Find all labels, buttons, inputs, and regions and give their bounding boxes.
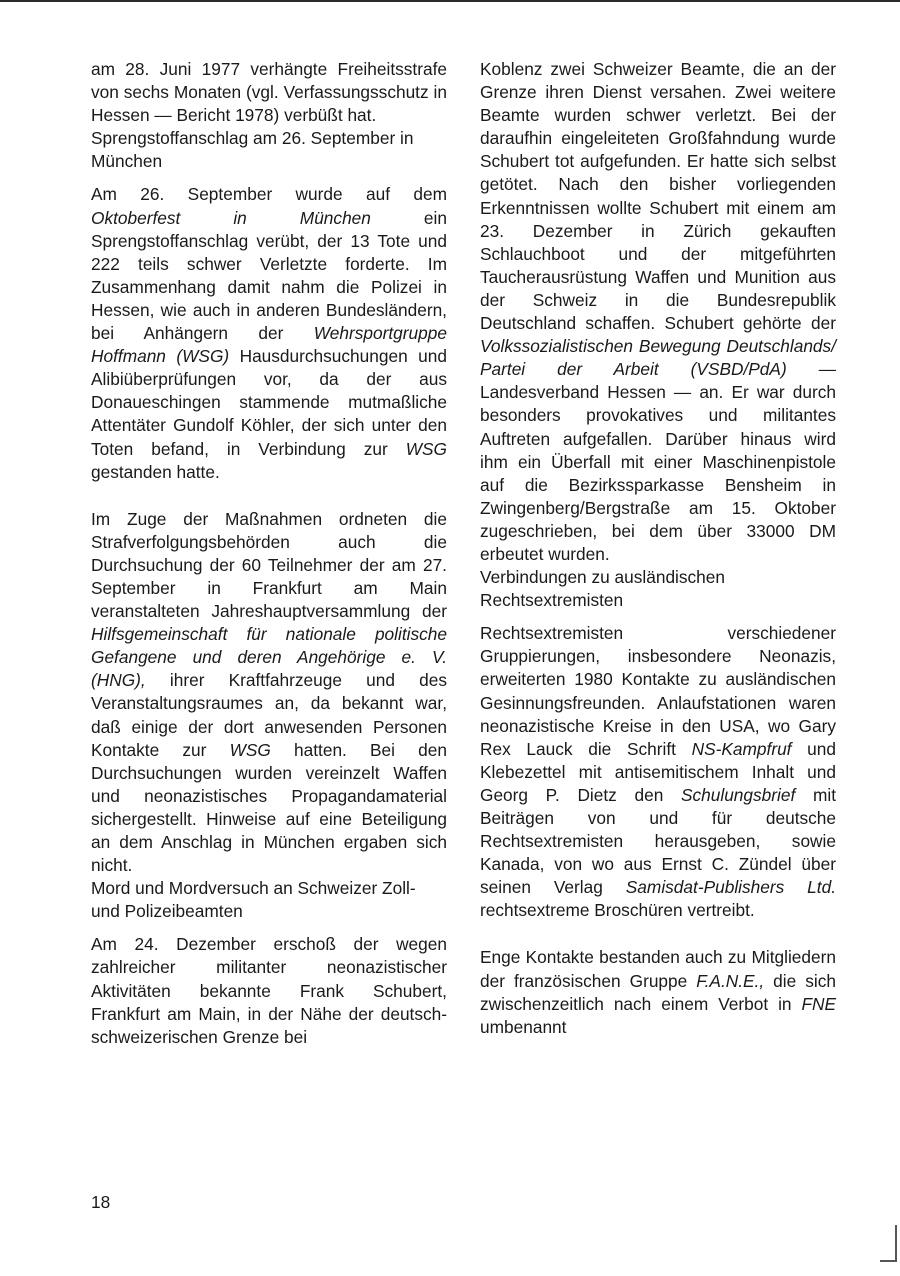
paragraph-fane-contacts: Enge Kontakte bestanden auch zu Mitgliedern der französischen Gruppe F.A.N.E., die sich zwischenzeitlich nach einem Verbot in FNE umbenannt [480,947,836,1037]
top-rule [0,0,900,2]
paragraph-neonazi-contacts: Rechtsextremisten verschiedener Gruppierungen, insbesondere Neonazis, erweiterten 1980 Kontakte zu ausländischen Gesinnungsfreunden. Anlaufstationen waren neonazistische Kreise in den USA, wo Gary Rex Lauck die Schrift NS-Kampfruf und Klebezettel mit antisemitischem Inhalt und Georg P. Dietz den Schulungsbrief mit Beiträgen von und für deutsche Rechtsextremisten herausgeben, sowie Kanada, von wo aus Ernst C. Zündel über seinen Verlag Samisdat-Publishers Ltd. rechtsextreme Broschüren vertreibt. [480,623,837,921]
paragraph-continuation: am 28. Juni 1977 verhängte Freiheitsstrafe von sechs Monaten (vgl. Verfassungsschutz in Hessen — Bericht 1978) verbüßt hat. [91,59,447,126]
paragraph-oktoberfest: Am 26. September wurde auf dem Oktoberfest in München ein Sprengstoffanschlag verübt, der 13 Tote und 222 teils schwer Verletzte forderte. Im Zusammenhang damit nahm die Polizei in Hessen, wie auch in anderen Bundesländern, bei Anhängern der Wehrsportgruppe Hoffmann (WSG) Hausdurchsuchungen und Alibiüberprüfungen vor, da der aus Donaueschingen stammende mutmaßliche Attentäter Gundolf Köhler, der sich unter den Toten befand, in Verbindung zur WSG gestanden hatte. [91,184,447,482]
page-number: 18 [91,1192,111,1212]
section-heading-bombing: Sprengstoffanschlag am 26. September in München [91,128,414,172]
scan-margin-mark [880,1260,897,1262]
paragraph-schubert-continued: Koblenz zwei Schweizer Beamte, die an der Grenze ihren Dienst versahen. Zwei weitere Beamte wurden schwer verletzt. Bei der daraufhin eingeleiteten Großfahndung wurde Schubert tot aufgefunden. Er hatte sich selbst getötet. Nach den bisher vorliegenden Erkenntnissen wollte Schubert mit einem am 23. Dezember in Zürich gekauften Schlauchboot und der mitgeführten Taucherausrüstung Waffen und Munition aus der Schweiz in die Bundesrepublik Deutschland schaffen. Schubert gehörte der Volkssozialistischen Bewegung Deutschlands/ Partei der Arbeit (VSBD/PdA) — Landesverband Hessen — an. Er war durch besonders provokatives und militantes Auftreten aufgefallen. Darüber hinaus wird ihm ein Überfall mit einer Maschinenpistole auf die Bezirkssparkasse Bensheim in Zwingenberg/Bergstraße am 15. Oktober zugeschrieben, bei dem über 33000 DM erbeutet wurden. [480,59,836,564]
section-heading-foreign-contacts: Verbindungen zu ausländischen Rechtsextremisten [480,567,726,611]
scan-margin-mark [895,1225,897,1261]
left-column [91,58,447,1049]
paragraph-hng-search: Im Zuge der Maßnahmen ordneten die Strafverfolgungsbehörden auch die Durchsuchung der 60 Teilnehmer der am 27. September in Frankfurt am Main veranstalteten Jahreshauptversammlung der Hilfsgemeinschaft für nationale politische Gefangene und deren Angehörige e. V. (HNG), ihrer Kraftfahrzeuge und des Veranstaltungsraumes an, da bekannt war, daß einige der dort anwesenden Personen Kontakte zur WSG hatten. Bei den Durchsuchungen wurden vereinzelt Waffen und neonazistisches Propagandamaterial sichergestellt. Hinweise auf eine Beteiligung an dem Anschlag in München ergaben sich nicht. [91,508,448,876]
right-column [480,58,836,1039]
section-heading-murder: Mord und Mordversuch an Schweizer Zoll- und Polizeibeamten [91,878,416,922]
paragraph-schubert: Am 24. Dezember erschoß der wegen zahlreicher militanter neonazistischer Aktivitäten bekannte Frank Schubert, Frankfurt am Main, in der Nähe der deutsch-schweizerischen Grenze bei [91,934,447,1047]
